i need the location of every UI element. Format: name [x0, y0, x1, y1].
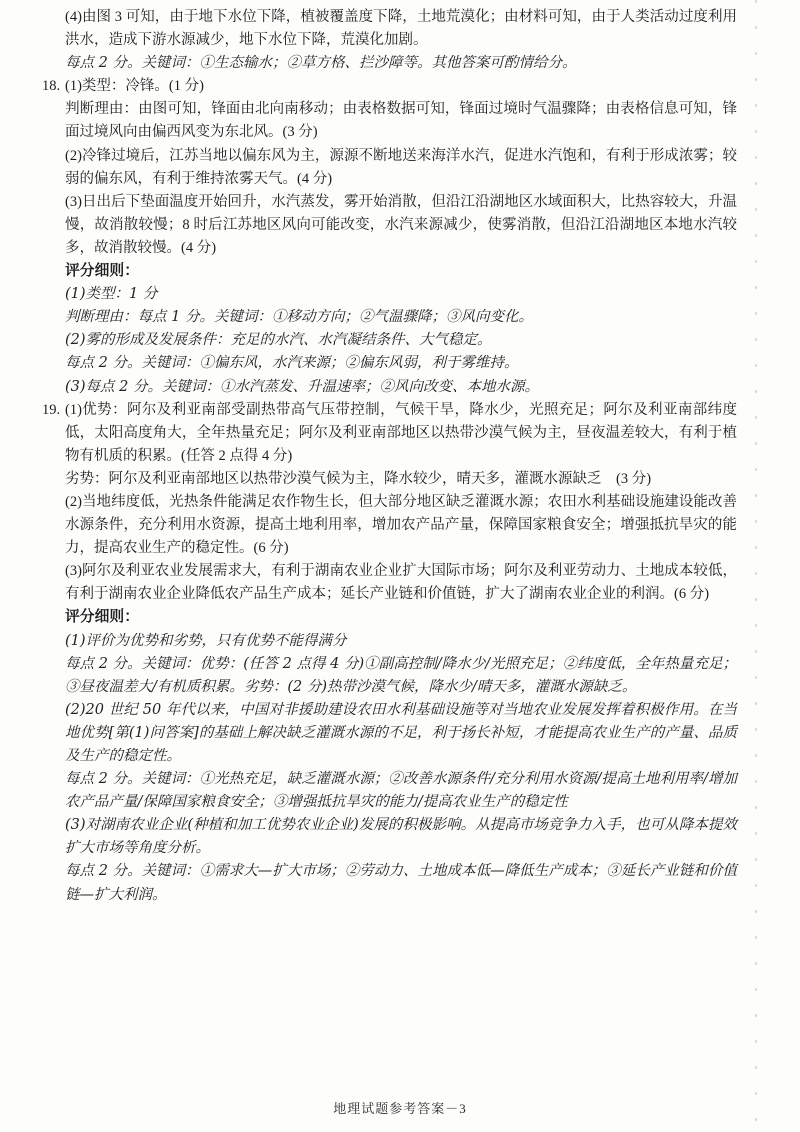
answer-paragraph — [65, 6, 737, 52]
answer-paragraph — [65, 860, 737, 906]
paragraph-text: 评分细则： — [65, 609, 139, 626]
page-footer — [0, 1098, 800, 1117]
answer-paragraph — [42, 75, 737, 98]
answer-paragraph — [65, 376, 737, 399]
paragraph-text: 每点 2 分。关键词：优势：(任答 2 点得 4 分)①副高控制/降水少/光照充足；②纬度低，全年热量充足；③昼夜温差大/有机质积累。劣势：(2 分)热带沙漠气候，降水少/晴天多，灌溉水源缺乏。 — [65, 655, 737, 695]
paragraph-text: 每点 2 分。关键词：①偏东风，水汽来源；②偏东风弱，利于雾维持。 — [65, 355, 519, 372]
answer-paragraph — [65, 653, 737, 699]
paragraph-text: 判断理由：每点 1 分。关键词：①移动方向；②气温骤降；③风向变化。 — [65, 309, 533, 326]
answer-paragraph — [65, 814, 737, 860]
paragraph-text: (2)当地纬度低，光热条件能满足农作物生长，但大部分地区缺乏灌溉水源；农田水利基础设施建设能改善水源条件，充分利用水资源，提高土地利用率，增加农产品产量，保障国家粮食安全；增强抵抗旱灾的能力，提高农业生产的稳定性。(6 分) — [65, 493, 737, 557]
paragraph-text: 每点 2 分。关键词：①需求大—扩大市场；②劳动力、土地成本低—降低生产成本；③延长产业链和价值链—扩大利润。 — [65, 863, 737, 903]
paragraph-text: (2)雾的形成及发展条件：充足的水汽、水汽凝结条件、大气稳定。 — [65, 332, 492, 349]
paragraph-text: (3)每点 2 分。关键词：①水汽蒸发、升温速率；②风向改变、本地水源。 — [65, 378, 539, 395]
paragraph-text: 判断理由：由图可知，锋面由北向南移动；由表格数据可知，锋面过境时气温骤降；由表格信息可知，锋面过境风向由偏西风变为东北风。(3 分) — [65, 101, 737, 141]
paragraph-text: (1)类型：冷锋。(1 分) — [65, 78, 204, 95]
paragraph-text: 每点 2 分。关键词：①生态输水；②草方格、拦沙障等。其他答案可酌情给分。 — [65, 55, 577, 72]
answer-paragraph — [65, 468, 737, 491]
question-number: 19. — [42, 401, 61, 418]
paragraph-text: (3)阿尔及利亚农业发展需求大，有利于湖南农业企业扩大国际市场；阿尔及利亚劳动力、土地成本较低，有利于湖南农业企业降低农产品生产成本；延长产业链和价值链，扩大了湖南农业企业的利润。(6 分) — [65, 563, 737, 603]
answer-paragraph — [65, 260, 737, 283]
answer-paragraph — [65, 768, 737, 814]
answer-paragraph — [65, 329, 737, 352]
paragraph-text: 每点 2 分。关键词：①光热充足，缺乏灌溉水源；②改善水源条件/充分利用水资源/提高土地利用率/增加农产品产量/保障国家粮食安全；③增强抵抗旱灾的能力/提高农业生产的稳定性 — [65, 771, 737, 811]
paragraph-text: (3)对湖南农业企业(种植和加工优势农业企业)发展的积极影响。从提高市场竞争力入手，也可从降本提效扩大市场等角度分析。 — [65, 817, 737, 857]
paragraph-text: (2)20 世纪 50 年代以来，中国对非援助建设农田水利基础设施等对当地农业发展发挥着积极作用。在当地优势[第(1)问答案]的基础上解决缺乏灌溉水源的不足，利于扬长补短，才能提高农业生产的产量、品质及生产的稳定性。 — [65, 701, 737, 764]
answer-paragraph — [65, 52, 737, 75]
answer-paragraph — [65, 606, 737, 629]
paragraph-text: (2)冷锋过境后，江苏当地以偏东风为主，源源不断地送来海洋水汽，促进水汽饱和，有利于形成浓雾；较弱的偏东风，有利于维持浓雾天气。(4 分) — [65, 147, 737, 187]
answer-paragraph — [65, 560, 737, 606]
question-number: 18. — [42, 78, 61, 95]
answer-paragraph — [65, 306, 737, 329]
footer-text: 地理试题参考答案－3 — [333, 1101, 467, 1116]
paragraph-text: (1)评价为优势和劣势，只有优势不能得满分 — [65, 632, 347, 649]
answer-paragraph — [65, 283, 737, 306]
paragraph-text: (1)类型：1 分 — [65, 286, 158, 303]
answer-paragraph — [65, 491, 737, 560]
answer-content — [42, 6, 737, 907]
paragraph-text: 评分细则： — [65, 263, 139, 280]
paragraph-text: (3)日出后下垫面温度开始回升，水汽蒸发，雾开始消散，但沿江沿湖地区水域面积大，比热容较大，升温慢，故消散较慢；8 时后江苏地区风向可能改变，水汽来源减少，使雾消散，但沿江沿湖地区本地水汽较多，故消散较慢。(4 分) — [65, 193, 737, 256]
answer-paragraph — [65, 191, 737, 260]
paragraph-text: 劣势：阿尔及利亚南部地区以热带沙漠气候为主，降水较少，晴天多，灌溉水源缺乏 (3 分) — [65, 470, 652, 487]
paragraph-text: (1)优势：阿尔及利亚南部受副热带高气压带控制，气候干旱，降水少，光照充足；阿尔及利亚南部纬度低，太阳高度角大，全年热量充足；阿尔及利亚南部地区以热带沙漠气候为主，昼夜温差较大，有利于植物有机质的积累。(任答 2 点得 4 分) — [65, 401, 737, 464]
answer-paragraph — [42, 399, 737, 468]
answer-paragraph — [65, 98, 737, 144]
answer-paragraph — [65, 630, 737, 653]
paragraph-text: (4)由图 3 可知，由于地下水位下降，植被覆盖度下降，土地荒漠化；由材料可知，由于人类活动过度利用洪水，造成下游水源减少，地下水位下降，荒漠化加剧。 — [65, 9, 737, 49]
answer-paragraph — [65, 352, 737, 375]
scan-artifact-line — [755, 0, 757, 1132]
answer-paragraph — [65, 699, 737, 768]
answer-paragraph — [65, 145, 737, 191]
